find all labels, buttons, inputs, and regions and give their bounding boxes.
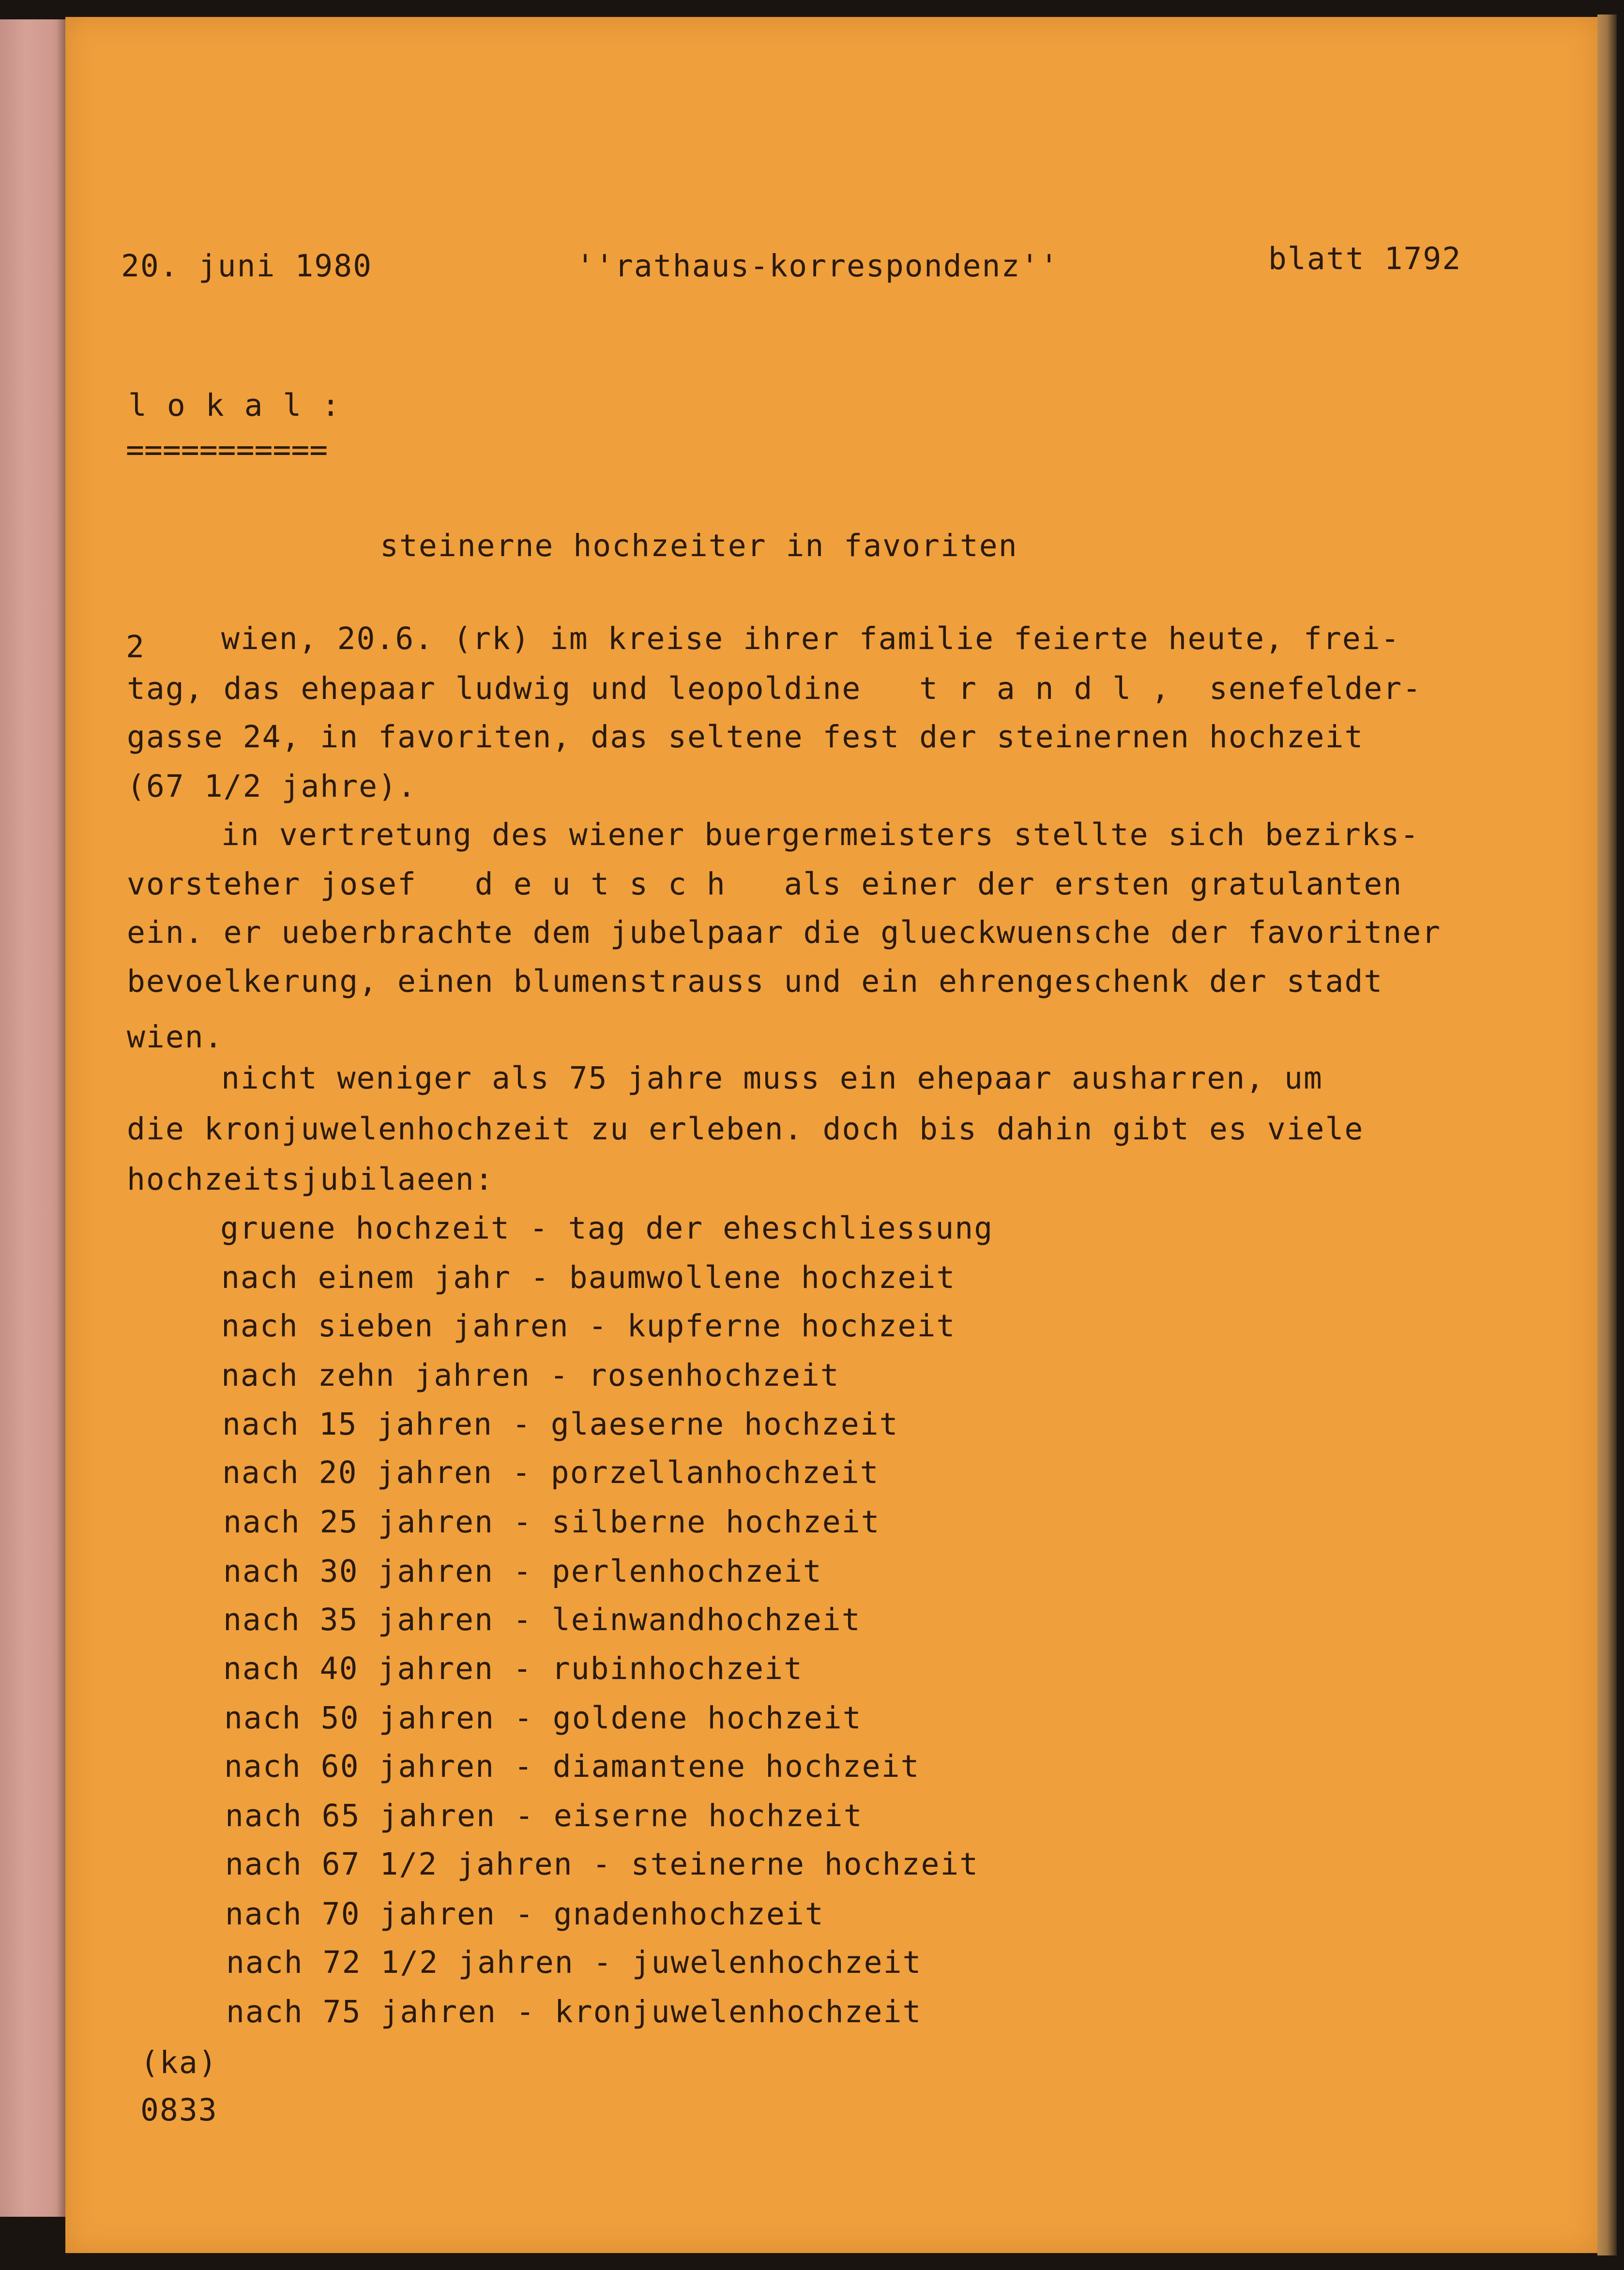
- article-number: 2: [126, 629, 145, 665]
- anniversary-item: nach 50 jahren - goldene hochzeit: [224, 1700, 862, 1736]
- anniversary-item: nach 35 jahren - leinwandhochzeit: [223, 1602, 861, 1637]
- anniversary-item: nach 30 jahren - perlenhochzeit: [223, 1554, 822, 1589]
- body-line: (67 1/2 jahre).: [127, 769, 417, 804]
- anniversary-item: nach 75 jahren - kronjuwelenhochzeit: [226, 1994, 922, 2029]
- anniversary-item: nach einem jahr - baumwollene hochzeit: [221, 1260, 956, 1295]
- anniversary-item: nach 40 jahren - rubinhochzeit: [223, 1651, 803, 1686]
- article-title: steinerne hochzeiter in favoriten: [380, 528, 1018, 563]
- anniversary-item: nach 60 jahren - diamantene hochzeit: [224, 1749, 920, 1784]
- section-underline: ===========: [126, 432, 328, 468]
- body-line: die kronjuwelenhochzeit zu erleben. doch bis dahin gibt es viele: [127, 1111, 1364, 1147]
- page-stack-edge: [1597, 15, 1617, 2255]
- body-line: ein. er ueberbrachte dem jubelpaar die glueckwuensche der favoritner: [127, 915, 1442, 950]
- time-code: 0833: [140, 2092, 218, 2128]
- anniversary-item: nach 15 jahren - glaeserne hochzeit: [222, 1407, 899, 1442]
- section-label: l o k a l :: [128, 388, 341, 423]
- header-publication: ''rathaus-korrespondenz'': [576, 248, 1060, 284]
- anniversary-item: nach 25 jahren - silberne hochzeit: [223, 1504, 880, 1540]
- body-line: bevoelkerung, einen blumenstrauss und ein ehrengeschenk der stadt: [127, 964, 1383, 999]
- body-line: hochzeitsjubilaeen:: [127, 1162, 494, 1197]
- body-line: vorsteher josef d e u t s c h als einer der ersten gratulanten: [127, 866, 1403, 902]
- body-line: tag, das ehepaar ludwig und leopoldine t r a n d l , senefelder-: [127, 671, 1422, 706]
- body-line: gasse 24, in favoriten, das seltene fest der steinernen hochzeit: [127, 719, 1364, 755]
- body-line: wien.: [127, 1019, 224, 1055]
- anniversary-item: nach 72 1/2 jahren - juwelenhochzeit: [226, 1945, 922, 1980]
- anniversary-item: nach 70 jahren - gnadenhochzeit: [225, 1896, 824, 1932]
- body-line: wien, 20.6. (rk) im kreise ihrer familie feierte heute, frei-: [221, 621, 1400, 656]
- author-signature: (ka): [140, 2045, 218, 2080]
- body-line: in vertretung des wiener buergermeisters stellte sich bezirks-: [221, 817, 1420, 852]
- anniversary-item: gruene hochzeit - tag der eheschliessung: [220, 1211, 994, 1246]
- anniversary-item: nach 20 jahren - porzellanhochzeit: [222, 1455, 880, 1490]
- anniversary-item: nach sieben jahren - kupferne hochzeit: [221, 1308, 956, 1344]
- body-line: nicht weniger als 75 jahre muss ein ehepaar ausharren, um: [221, 1060, 1323, 1096]
- header-sheet-number: blatt 1792: [1268, 241, 1462, 276]
- header-date: 20. juni 1980: [121, 248, 373, 284]
- document-page: [65, 17, 1597, 2253]
- anniversary-item: nach 67 1/2 jahren - steinerne hochzeit: [225, 1846, 979, 1882]
- anniversary-item: nach 65 jahren - eiserne hochzeit: [225, 1798, 863, 1833]
- previous-page-edge: [0, 19, 65, 2217]
- anniversary-item: nach zehn jahren - rosenhochzeit: [221, 1358, 840, 1393]
